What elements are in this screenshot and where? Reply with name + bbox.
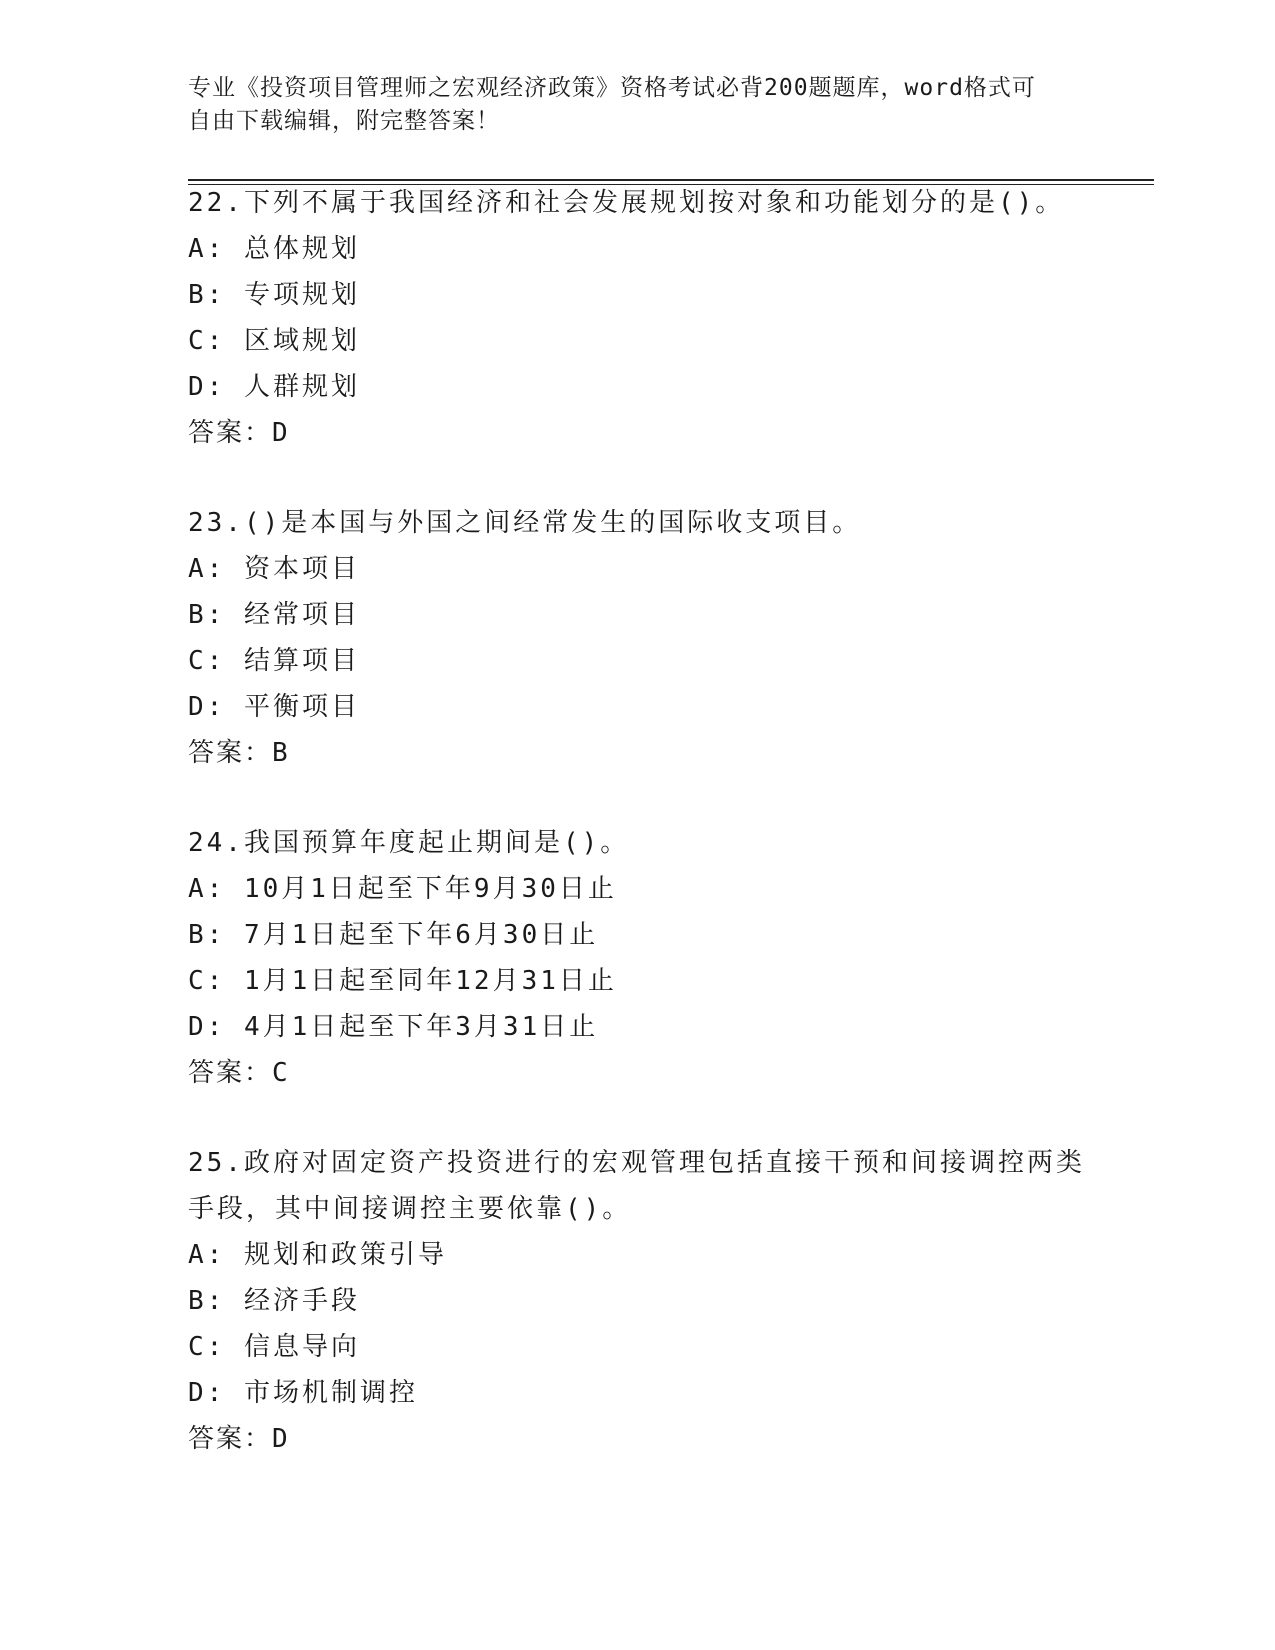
option-d: D: 市场机制调控 [188,1378,418,1408]
option-a: A: 总体规划 [188,234,360,264]
answer-line: 答案：C [188,1058,290,1088]
option-b: B: 7月1日起至下年6月30日止 [188,920,599,950]
question-stem: 24.我国预算年度起止期间是()。 [188,828,630,858]
option-d: D: 4月1日起至下年3月31日止 [188,1012,599,1042]
question-25 [188,1140,1088,1462]
header-line-2: 自由下载编辑，附完整答案！ [188,108,500,134]
document-header [188,72,1088,138]
option-d: D: 人群规划 [188,372,360,402]
question-24 [188,820,1088,1096]
option-b: B: 经济手段 [188,1286,360,1316]
answer-line: 答案：B [188,738,290,768]
answer-line: 答案：D [188,1424,290,1454]
option-a: A: 规划和政策引导 [188,1240,447,1270]
question-stem: 23.()是本国与外国之间经常发生的国际收支项目。 [188,508,862,538]
question-23 [188,500,1088,776]
option-b: B: 经常项目 [188,600,360,630]
answer-line: 答案：D [188,418,290,448]
option-a: A: 资本项目 [188,554,360,584]
question-stem: 25.政府对固定资产投资进行的宏观管理包括直接干预和间接调控两类手段，其中间接调控主要依靠()。 [188,1148,1085,1224]
option-c: C: 区域规划 [188,326,360,356]
header-line-1: 专业《投资项目管理师之宏观经济政策》资格考试必背200题题库，word格式可 [188,75,1036,101]
question-22 [188,180,1088,456]
option-b: B: 专项规划 [188,280,360,310]
option-c: C: 结算项目 [188,646,360,676]
question-stem: 22.下列不属于我国经济和社会发展规划按对象和功能划分的是()。 [188,188,1065,218]
option-d: D: 平衡项目 [188,692,360,722]
option-c: C: 1月1日起至同年12月31日止 [188,966,617,996]
option-a: A: 10月1日起至下年9月30日止 [188,874,617,904]
option-c: C: 信息导向 [188,1332,360,1362]
